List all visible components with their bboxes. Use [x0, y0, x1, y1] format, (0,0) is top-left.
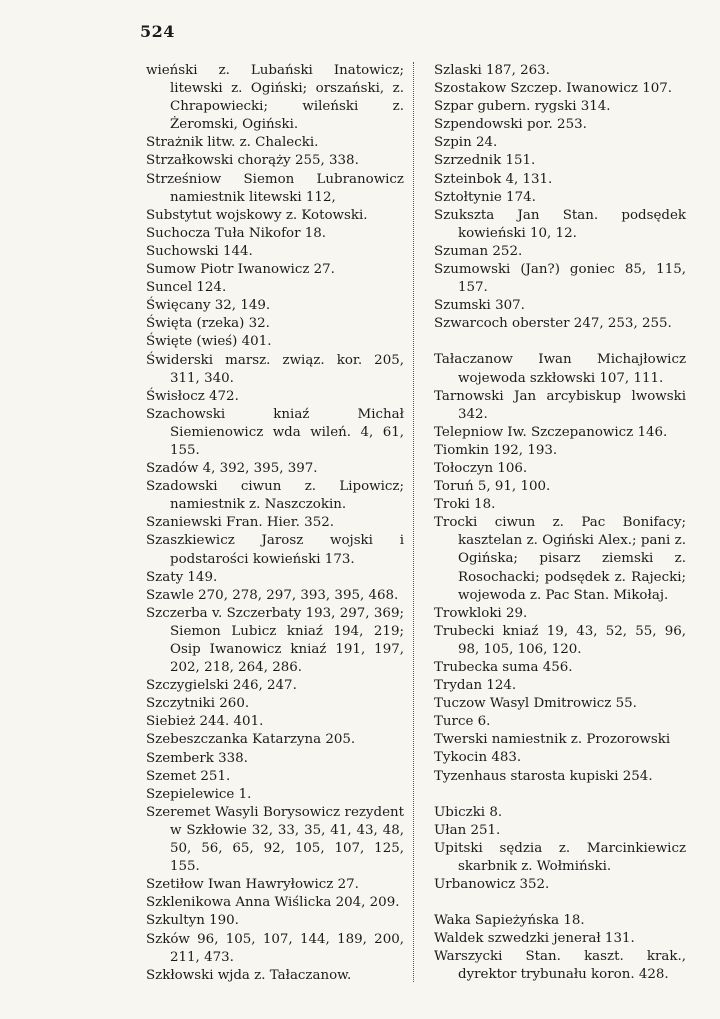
- index-entry: Telepniow Iw. Szczepanowicz 146.: [434, 424, 668, 440]
- index-entry: Turce 6.: [434, 714, 491, 730]
- index-entry: Szebeszczanka Katarzyna 205.: [146, 732, 356, 748]
- index-entry: Szczytniki 260.: [146, 696, 250, 712]
- index-entry: Szumowski (Jan?) goniec 85, 115, 157.: [434, 262, 686, 296]
- index-entry: Szadowski ciwun z. Lipowicz; namiestnik z. Naszczokin.: [146, 479, 404, 513]
- index-entry: Szetiłow Iwan Hawryłowicz 27.: [146, 877, 359, 893]
- index-entry: Substytut wojskowy z. Kotowski.: [146, 207, 368, 223]
- index-entry: Tałaczanow Iwan Michajłowicz wojewoda szkłowski 107, 111.: [434, 352, 686, 386]
- index-entry: Szostakow Szczep. Iwanowicz 107.: [434, 81, 673, 97]
- index-entry: Świderski marsz. związ. kor. 205, 311, 340.: [146, 352, 404, 386]
- index-entry: Szpendowski por. 253.: [434, 117, 587, 133]
- index-entry: Szachowski kniaź Michał Siemienowicz wda wileń. 4, 61, 155.: [146, 406, 404, 458]
- index-entry: Strzałkowski chorąży 255, 338.: [146, 153, 359, 169]
- index-entry: Szrzednik 151.: [434, 153, 536, 169]
- index-entry: Suncel 124.: [146, 280, 227, 296]
- index-entry: Święta (rzeka) 32.: [146, 316, 270, 332]
- index-entry: Szeremet Wasyli Borysowicz rezydent w Szkłowie 32, 33, 35, 41, 43, 48, 50, 56, 65, 92, 105, 107, 125, 155.: [146, 804, 404, 875]
- index-entry: Święcany 32, 149.: [146, 298, 271, 314]
- column-divider: [413, 62, 414, 982]
- index-entry: Troki 18.: [434, 497, 496, 513]
- index-entry: Suchowski 144.: [146, 243, 253, 259]
- index-entry: Sztołtynie 174.: [434, 189, 536, 205]
- index-entry: Szklenikowa Anna Wiślicka 204, 209.: [146, 895, 400, 911]
- index-entry: Szemberk 338.: [146, 750, 248, 766]
- index-entry: Szadów 4, 392, 395, 397.: [146, 461, 318, 477]
- index-entry: Trubecki kniaź 19, 43, 52, 55, 96, 98, 105, 106, 120.: [434, 623, 686, 657]
- index-entry: Szaty 149.: [146, 569, 218, 585]
- index-entry: Tykocin 483.: [434, 750, 522, 766]
- index-entry: Ubiczki 8.: [434, 804, 503, 820]
- index-entry: Tuczow Wasyl Dmitrowicz 55.: [434, 696, 637, 712]
- index-entry: Siebież 244. 401.: [146, 714, 264, 730]
- index-entry: wieński z. Lubański Inatowicz; litewski z. Ogiński; orszański, z. Chrapowiecki; wileński z. Żeromski, Ogiński.: [146, 63, 404, 133]
- index-entry: Święte (wieś) 401.: [146, 334, 272, 350]
- index-entry: Trowkloki 29.: [434, 605, 528, 621]
- index-entry: Szwarcoch oberster 247, 253, 255.: [434, 316, 672, 332]
- index-entry: Szteinbok 4, 131.: [434, 171, 553, 187]
- index-entry: Upitski sędzia z. Marcinkiewicz skarbnik z. Wołmiński.: [434, 840, 686, 874]
- index-entry: Szlaski 187, 263.: [434, 63, 550, 78]
- index-entry: Świsłocz 472.: [146, 388, 239, 404]
- index-entry: Strażnik litw. z. Chalecki.: [146, 135, 319, 151]
- index-entry: Toruń 5, 91, 100.: [434, 479, 551, 495]
- index-entry: Szawle 270, 278, 297, 393, 395, 468.: [146, 587, 399, 603]
- index-entry: Twerski namiestnik z. Prozorowski: [434, 732, 671, 748]
- index-entry: Szepielewice 1.: [146, 786, 252, 802]
- index-entry: Waka Sapieżyńska 18.: [434, 913, 585, 929]
- index-entry: Strześniow Siemon Lubranowicz namiestnik litewski 112,: [146, 171, 404, 205]
- index-entry: Tyzenhaus starosta kupiski 254.: [434, 768, 653, 784]
- index-column-right: [434, 62, 686, 985]
- index-entry: Szpin 24.: [434, 135, 498, 151]
- index-entry: Szaszkiewicz Jarosz wojski i podstarości kowieński 173.: [146, 533, 404, 567]
- index-entry: Szczygielski 246, 247.: [146, 678, 297, 694]
- index-entry: Warszycki Stan. kaszt. krak., dyrektor trybunału koron. 428.: [434, 949, 686, 983]
- index-column-left: [146, 62, 404, 985]
- index-entry: Szumski 307.: [434, 298, 525, 314]
- index-entry: Trocki ciwun z. Pac Bonifacy; kasztelan z. Ogiński Alex.; pani z. Ogińska; pisarz ziemski z. Rosochacki; podsędek z. Rajecki; wojewoda z. Pac Stan. Mikołaj.: [434, 515, 686, 603]
- index-entry: Szkłowski wjda z. Tałaczanow.: [146, 967, 352, 983]
- index-entry: Szpar gubern. rygski 314.: [434, 99, 611, 115]
- index-entry: Szemet 251.: [146, 768, 231, 784]
- page-number: 524: [140, 22, 175, 41]
- index-entry: Szków 96, 105, 107, 144, 189, 200, 211, 473.: [146, 931, 404, 965]
- index-entry: Sumow Piotr Iwanowicz 27.: [146, 262, 335, 278]
- index-entry: Ułan 251.: [434, 822, 501, 838]
- index-entry: Waldek szwedzki jenerał 131.: [434, 931, 635, 947]
- index-entry: Trubecka suma 456.: [434, 660, 573, 675]
- index-entry: Tarnowski Jan arcybiskup lwowski 342.: [434, 388, 686, 422]
- index-entry: Tołoczyn 106.: [434, 460, 528, 476]
- index-entry: Szuman 252.: [434, 243, 523, 259]
- index-entry: Szczerba v. Szczerbaty 193, 297, 369; Siemon Lubicz kniaź 194, 219; Osip Iwanowicz kniaź 191, 197, 202, 218, 264, 286.: [146, 605, 404, 676]
- index-entry: Tiomkin 192, 193.: [434, 442, 558, 458]
- index-entry: Szkultyn 190.: [146, 913, 239, 929]
- index-entry: Szaniewski Fran. Hier. 352.: [146, 515, 334, 531]
- index-entry: Trydan 124.: [434, 678, 517, 694]
- index-entry: Szukszta Jan Stan. podsędek kowieński 10, 12.: [434, 207, 686, 241]
- index-entry: Suchocza Tuła Nikofor 18.: [146, 225, 327, 241]
- index-entry: Urbanowicz 352.: [434, 877, 550, 893]
